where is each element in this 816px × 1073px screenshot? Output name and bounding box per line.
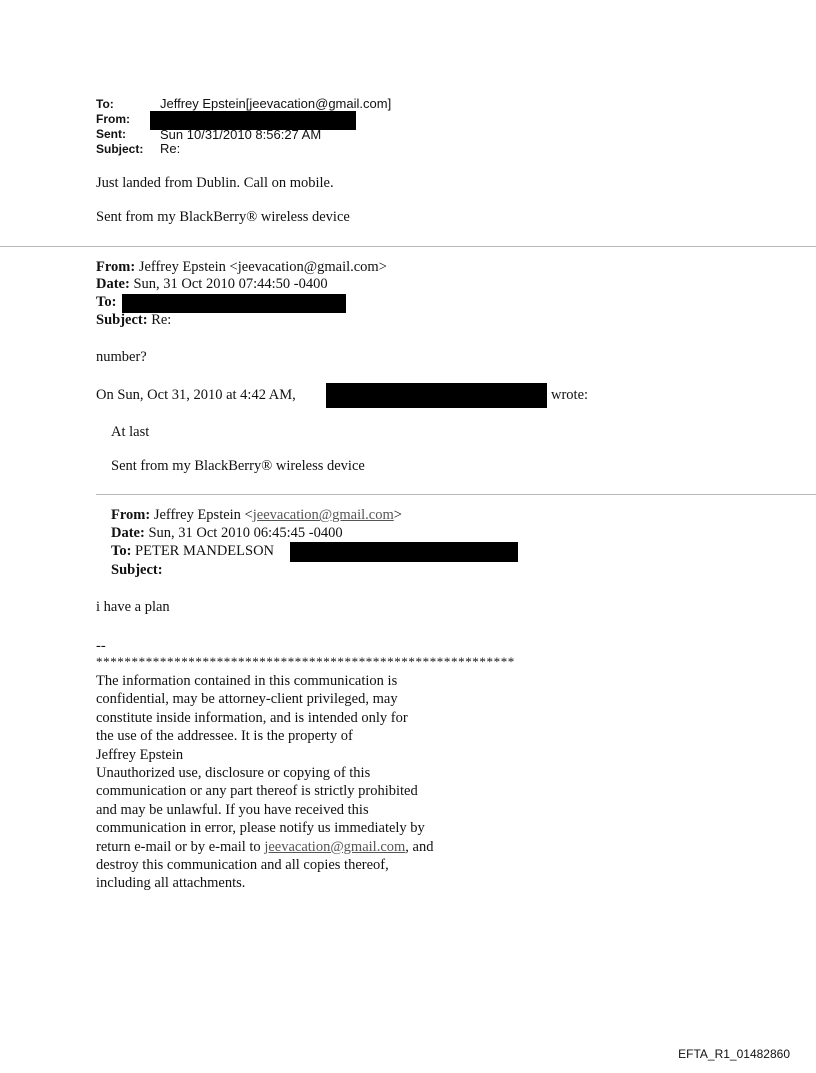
message3-from-label: From:: [111, 507, 151, 523]
quote-intro-before: On Sun, Oct 31, 2010 at 4:42 AM,: [96, 387, 296, 403]
signature-stars: ***********************************************************: [96, 654, 515, 669]
disclaimer-line: communication in error, please notify us immediately by: [96, 820, 425, 837]
redaction-box: [326, 383, 547, 408]
disclaimer: [96, 672, 496, 893]
disclaimer-email-link[interactable]: jeevacation@gmail.com: [264, 838, 406, 855]
message2-to: [96, 294, 116, 311]
from-label: From:: [96, 112, 130, 126]
disclaimer-line: communication or any part thereof is strictly prohibited: [96, 783, 418, 800]
to-value: Jeffrey Epstein[jeevacation@gmail.com]: [160, 96, 392, 111]
disclaimer-line: constitute inside information, and is intended only for: [96, 709, 408, 726]
message2-subject-label: Subject:: [96, 312, 148, 328]
quoted-body: At last: [111, 424, 150, 440]
disclaimer-email-before: return e-mail or by e-mail to: [96, 838, 265, 855]
message1-body: Just landed from Dublin. Call on mobile.: [96, 175, 334, 191]
subject-label: Subject:: [96, 142, 144, 156]
message2-date-value: Sun, 31 Oct 2010 07:44:50 -0400: [133, 276, 328, 292]
disclaimer-line: The information contained in this communication is: [96, 673, 398, 689]
message2-date: [96, 276, 328, 293]
disclaimer-line: including all attachments.: [96, 875, 246, 892]
message3-to-value: PETER MANDELSON: [135, 543, 275, 559]
quoted-signature: Sent from my BlackBerry® wireless device: [111, 458, 365, 474]
divider: [0, 246, 816, 247]
sent-label: Sent:: [96, 127, 126, 141]
disclaimer-email-after: , and: [405, 838, 434, 855]
disclaimer-line: Jeffrey Epstein: [96, 746, 184, 763]
message3-to-label: To:: [111, 543, 132, 559]
redaction-box: [290, 542, 518, 562]
message3-to: [111, 543, 274, 560]
disclaimer-line: Unauthorized use, disclosure or copying of this: [96, 765, 371, 782]
disclaimer-line: destroy this communication and all copies thereof,: [96, 857, 389, 874]
message2-to-label: To:: [96, 294, 117, 310]
redaction-box: [122, 294, 346, 313]
disclaimer-line: the use of the addressee. It is the property of: [96, 728, 353, 745]
divider: [96, 494, 816, 495]
message2-date-label: Date:: [96, 276, 130, 292]
disclaimer-line: confidential, may be attorney-client privileged, may: [96, 691, 398, 708]
message2-body: number?: [96, 349, 147, 365]
signature-dashes: --: [96, 638, 106, 654]
message3-subject-label: Subject:: [111, 562, 163, 578]
sent-value: Sun 10/31/2010 8:56:27 AM: [160, 127, 322, 142]
document-id: EFTA_R1_01482860: [678, 1047, 790, 1061]
message3-date: [111, 525, 343, 542]
message2-from-label: From:: [96, 259, 136, 275]
message3-body: i have a plan: [96, 599, 170, 615]
message3-from-close: >: [393, 507, 402, 523]
message2-from-value: Jeffrey Epstein <jeevacation@gmail.com>: [138, 259, 387, 275]
message2-subject-value: Re:: [151, 312, 172, 328]
to-label: To:: [96, 97, 114, 111]
subject-value: Re:: [160, 141, 181, 156]
message3-subject: [111, 562, 163, 579]
message2-subject: [96, 312, 171, 329]
disclaimer-email-line: [96, 838, 496, 856]
message3-email-link[interactable]: jeevacation@gmail.com: [252, 507, 394, 523]
message3-date-label: Date:: [111, 525, 145, 541]
message3-from: [111, 507, 402, 524]
message3-from-name: Jeffrey Epstein <: [153, 507, 253, 523]
message1-signature: Sent from my BlackBerry® wireless device: [96, 209, 350, 225]
quote-intro-after: wrote:: [551, 387, 589, 403]
message2-from: [96, 259, 387, 276]
disclaimer-line: and may be unlawful. If you have received this: [96, 801, 369, 818]
message3-date-value: Sun, 31 Oct 2010 06:45:45 -0400: [148, 525, 343, 541]
